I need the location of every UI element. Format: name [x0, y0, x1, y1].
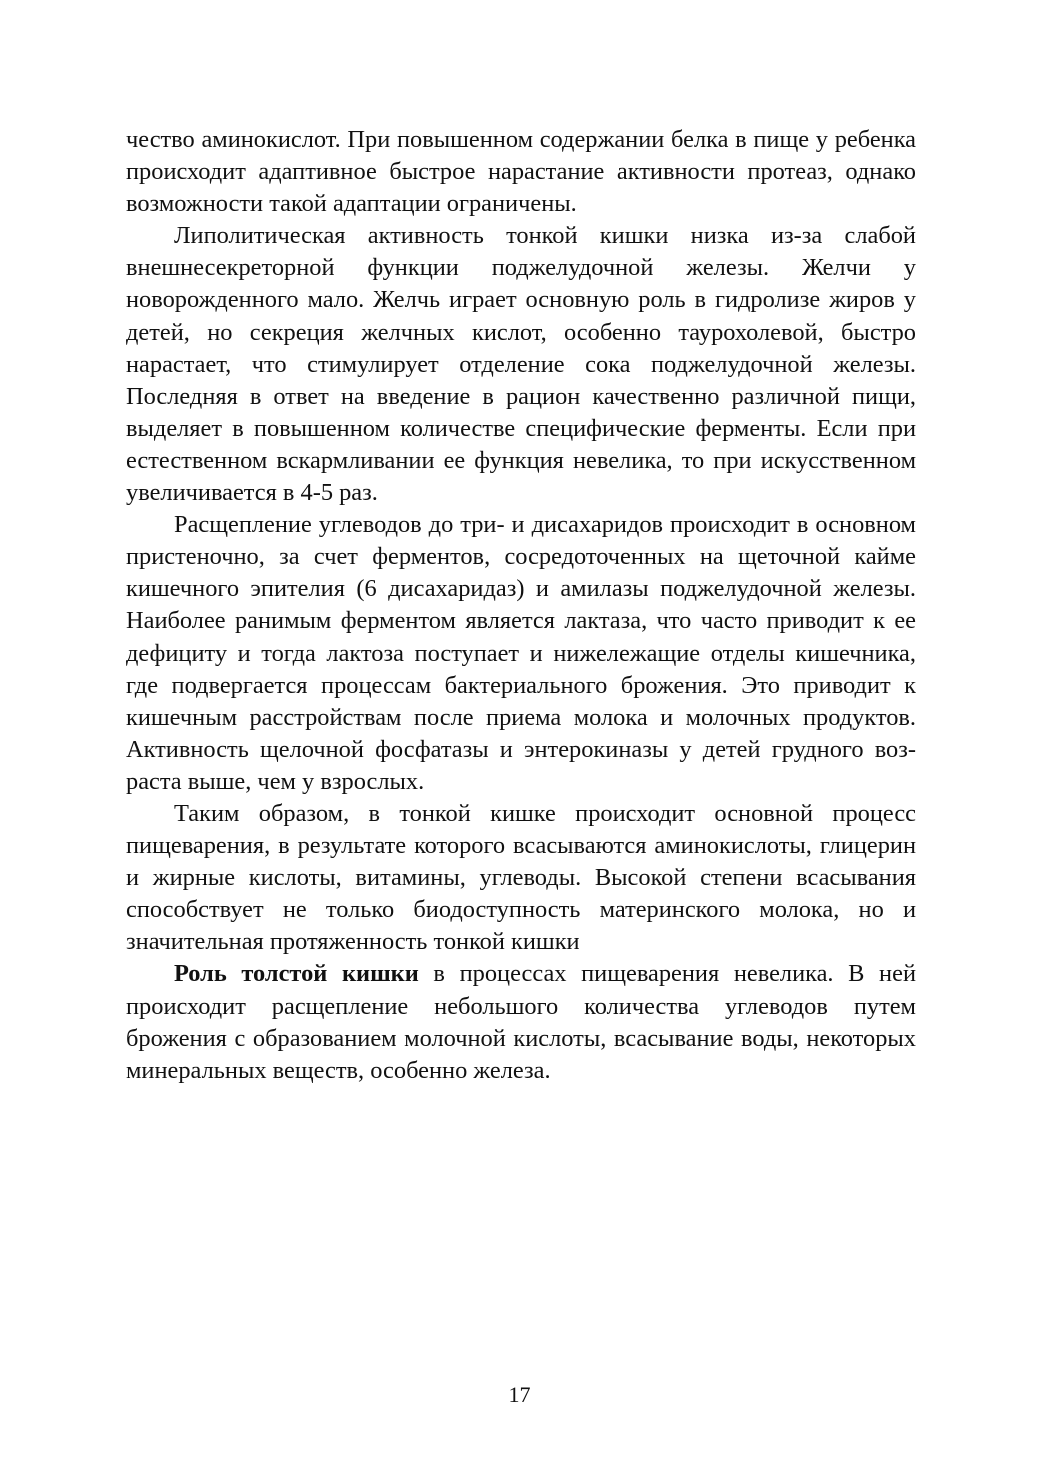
paragraph-3 — [126, 509, 916, 798]
paragraph-3-text: Расщепление углеводов до три- и дисахаридов происходит в основном пристеночно, за счет ферментов, сосредоточенных на щеточной кайме кишечного эпителия (6 дисахаридаз) и амилазы поджелудочной железы. Наиболее ранимым ферментом является лактаза, что часто приводит к ее дефициту и тогда лактоза поступает и нижележащие отделы кишечника, где подвергается процессам бактериального брожения. Это приводит к кишечным расстройствам после приема молока и молочных продуктов. Активность щелочной фосфатазы и энтерокиназы у детей грудного возраста выше, чем у взрослых. — [126, 511, 916, 795]
paragraph-2-text: Липолитическая активность тонкой кишки низка из-за слабой внешнесекреторной функции поджелудочной железы. Желчи у новорожденного мало. Желчь играет основную роль в гидролизе жиров у детей, но секреция желчных кислот, особенно таурохолевой, быстро нарастает, что стимулирует отделение сока поджелудочной железы. Последняя в ответ на введение в рацион качественно различной пищи, выделяет в повышенном количестве специфические ферменты. Если при естественном вскармливании ее функция невелика, то при искусственном увеличивается в 4-5 раз. — [126, 222, 916, 507]
page-number: 17 — [508, 1382, 531, 1407]
paragraph-4-text: Таким образом, в тонкой кишке происходит основной процесс пищеварения, в результате которого всасываются аминокислоты, глицерин и жирные кислоты, витамины, углеводы. Высокой степени всасывания способствует не только биодоступность материнского молока, но и значительная протяженность тонкой кишки — [126, 799, 916, 956]
paragraph-1 — [126, 124, 916, 220]
paragraph-5-text: в процессах пищеварения невелика. В ней происходит расщепление небольшого количества углеводов путем брожения с образованием молочной кислоты, всасывание воды, некоторых минеральных веществ, особенно железа. — [126, 960, 916, 1084]
paragraph-2 — [126, 220, 916, 509]
paragraph-5 — [126, 958, 916, 1086]
paragraph-4 — [126, 798, 916, 958]
paragraph-1-text: чество аминокислот. При повышенном содержании белка в пище у ребенка происходит адаптивное быстрое нарастание активности протеаз, однако возможности такой адаптации ограничены. — [126, 126, 916, 218]
paragraph-5-heading: Роль толстой кишки — [174, 960, 419, 988]
page-body — [126, 124, 916, 1087]
